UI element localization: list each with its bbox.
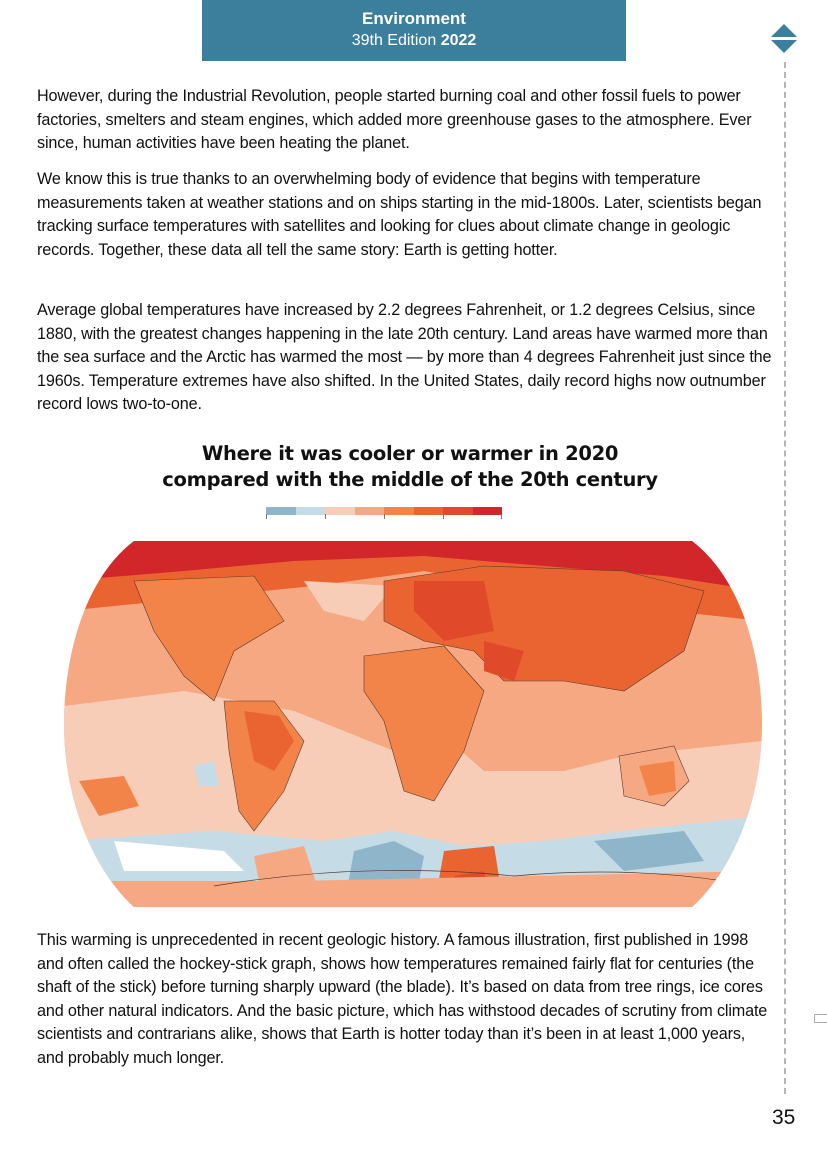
edition-text: 39th Edition [351,32,437,49]
legend-swatch [296,507,326,515]
legend-swatch [473,507,503,515]
legend-swatch [266,507,296,515]
map-title-line1: Where it was cooler or warmer in 2020 [201,442,619,465]
page-nav[interactable] [771,24,799,54]
paragraph: We know this is true thanks to an overwhelming body of evidence that begins with temperature measurements taken at weather stations and on ships starting in the mid-1800s. Later, scientists began tracking surface temperatures with satellites and looking for clues about climate change in geologic records. Together, these data all tell the same story: Earth is getting hotter. [37,170,762,259]
paragraph: However, during the Industrial Revolution, people started burning coal and other fossil fuels to power factories, smelters and steam engines, which added more greenhouse gases to the atmosphere. Ever since, human activities have been heating the planet. [37,87,752,152]
legend-tick [501,514,502,519]
legend-swatch [443,507,473,515]
legend-swatch [384,507,414,515]
page-number: 35 [772,1106,796,1129]
world-temperature-map [64,541,762,907]
legend-tick [384,514,385,519]
legend-swatch [414,507,444,515]
map-title [100,441,720,493]
legend-tick [443,514,444,519]
map-legend [266,507,502,517]
legend-tick [325,514,326,519]
legend-no-data-swatch [814,1014,827,1023]
paragraph: Average global temperatures have increased by 2.2 degrees Fahrenheit, or 1.2 degrees Celsius, since 1880, with the greatest changes happening in the late 20th century. Land areas have warmed more than the sea surface and the Arctic has warmed the most — by more than 4 degrees Fahrenheit just since the 1960s. Temperature extremes have also shifted. In the United States, daily record highs now outnumber record lows two-to-one. [37,301,772,413]
section-title: Environment [362,9,466,28]
section-header [202,0,626,61]
legend-swatch [325,507,355,515]
edition-year: 2022 [440,32,477,49]
edition-label [202,31,626,51]
triangle-up-icon[interactable] [771,24,797,37]
legend-swatch [355,507,385,515]
paragraph: This warming is unprecedented in recent geologic history. A famous illustration, first published in 1998 and often called the hockey-stick graph, shows how temperatures remained fairly flat for centuries (the shaft of the stick) before turning sharply upward (the blade). It’s based on data from tree rings, ice cores and other natural indicators. And the basic picture, which has withstood decades of scrutiny from climate scientists and contrarians alike, shows that Earth is hotter today than it’s been in at least 1,000 years, and probably much longer. [37,931,768,1067]
triangle-down-icon[interactable] [771,40,797,53]
map-title-line2: compared with the middle of the 20th century [162,468,658,491]
legend-tick [266,514,267,519]
margin-divider [784,62,786,1094]
